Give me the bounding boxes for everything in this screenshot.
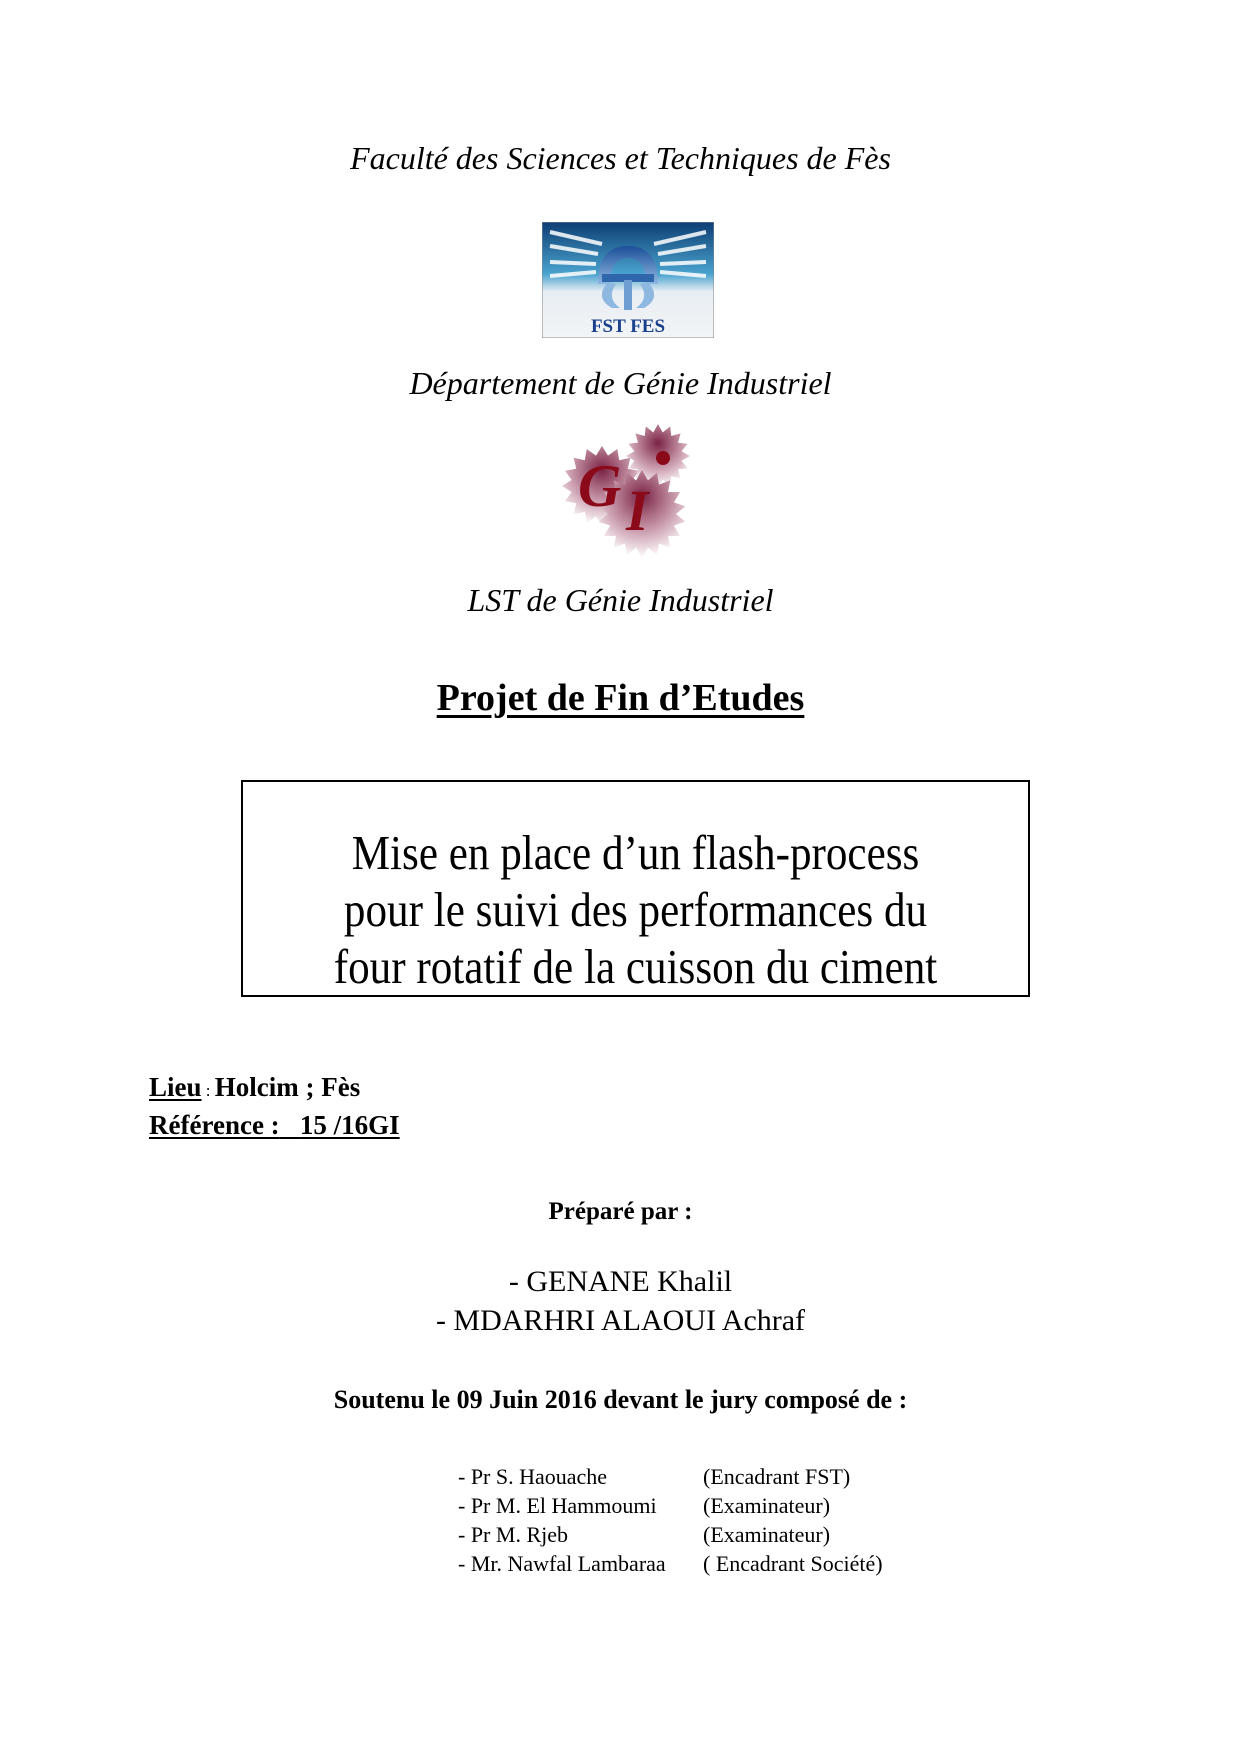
document-type-heading xyxy=(0,676,1241,720)
svg-text:FST FES: FST FES xyxy=(590,316,666,337)
prepared-by-label: Préparé par : xyxy=(548,1198,693,1225)
project-meta xyxy=(149,1070,400,1142)
faculty-name: Faculté des Sciences et Techniques de Fès xyxy=(350,140,891,176)
author-item: - MDARHRI ALAOUI Achraf xyxy=(435,1304,806,1337)
gi-department-logo xyxy=(556,424,706,564)
program-name: LST de Génie Industriel xyxy=(467,582,774,618)
project-title xyxy=(290,824,981,995)
jury-member-name: - Pr S. Haouache xyxy=(458,1464,608,1489)
jury-member-role: (Encadrant FST) xyxy=(703,1464,851,1489)
reference-value: 15 /16GI xyxy=(299,1110,400,1140)
jury-member-role: (Examinateur) xyxy=(703,1522,831,1547)
jury-member xyxy=(458,1491,883,1520)
location-line xyxy=(149,1070,400,1108)
jury-member xyxy=(458,1549,883,1578)
jury-member-name: - Pr M. El Hammoumi xyxy=(458,1493,657,1518)
location-value: Holcim ; Fès xyxy=(214,1072,361,1102)
author-item: - GENANE Khalil xyxy=(508,1265,733,1298)
defense-statement: Soutenu le 09 Juin 2016 devant le jury composé de : xyxy=(333,1385,908,1414)
jury-member-name: - Pr M. Rjeb xyxy=(458,1522,568,1547)
fst-logo-graphic xyxy=(542,222,714,338)
project-title-line: Mise en place d’un flash-process xyxy=(351,825,920,880)
svg-text:G: G xyxy=(578,453,622,519)
reference-label: Référence : xyxy=(149,1110,280,1140)
document-type-text: Projet de Fin d’Etudes xyxy=(436,677,805,719)
jury-member-name: - Mr. Nawfal Lambaraa xyxy=(458,1551,666,1576)
jury-list xyxy=(458,1462,883,1578)
project-title-box xyxy=(241,780,1030,997)
jury-member-role: (Examinateur) xyxy=(703,1493,831,1518)
gi-logo-graphic xyxy=(556,424,706,564)
reference-line xyxy=(149,1108,400,1142)
reference-group xyxy=(149,1108,400,1142)
project-title-line: four rotatif de la cuisson du ciment xyxy=(333,939,938,994)
department-name: Département de Génie Industriel xyxy=(409,365,832,401)
authors-list xyxy=(0,1262,1241,1340)
jury-member xyxy=(458,1462,883,1491)
jury-member-role: ( Encadrant Société) xyxy=(703,1551,883,1576)
fst-fes-logo xyxy=(542,222,714,338)
location-label: Lieu xyxy=(149,1072,202,1102)
project-title-line: pour le suivi des performances du xyxy=(343,882,928,937)
location-separator: : xyxy=(201,1081,215,1100)
svg-text:I: I xyxy=(626,478,649,543)
jury-member xyxy=(458,1520,883,1549)
